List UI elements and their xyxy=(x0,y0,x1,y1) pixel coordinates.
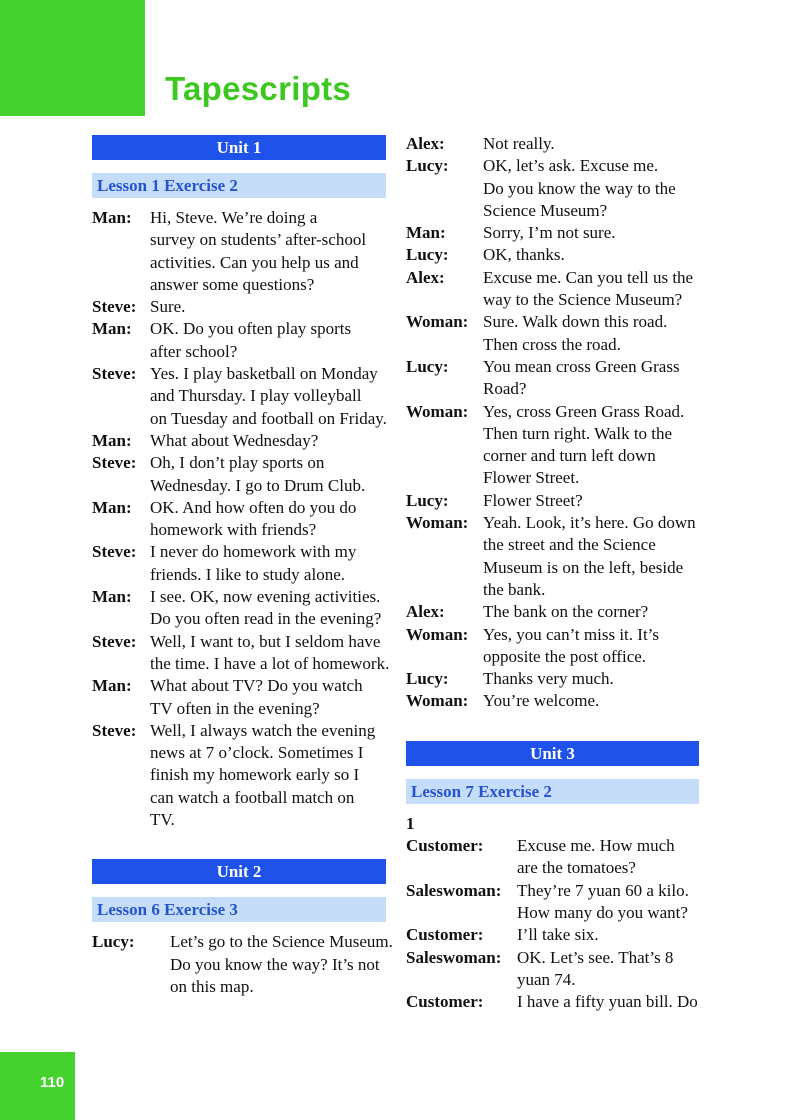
dialogue-line xyxy=(406,646,706,668)
dialogue-line xyxy=(92,720,386,742)
dialogue-text: I see. OK, now evening activities. xyxy=(150,587,381,607)
lesson-7-heading: Lesson 7 Exercise 2 xyxy=(406,779,699,804)
dialogue-text: the time. I have a lot of homework. xyxy=(150,653,390,673)
dialogue-line xyxy=(406,902,706,924)
dialogue-text: I never do homework with my xyxy=(150,542,357,562)
dialogue-text: on this map. xyxy=(170,976,254,996)
dialogue-line xyxy=(406,334,706,356)
dialogue-line xyxy=(92,229,386,251)
dialogue-text: Yes, cross Green Grass Road. xyxy=(483,401,685,421)
speaker-label: Steve: xyxy=(92,631,137,651)
dialogue-line xyxy=(92,385,386,407)
speaker-label: Man: xyxy=(92,587,132,607)
dialogue-text: OK. Let’s see. That’s 8 xyxy=(517,947,674,967)
speaker-label: Customer: xyxy=(406,925,484,945)
speaker-label: Man: xyxy=(406,223,446,243)
speaker-label xyxy=(92,408,150,430)
dialogue-text: OK, let’s ask. Excuse me. xyxy=(483,156,659,176)
speaker-label: Man: xyxy=(92,208,132,227)
dialogue-line xyxy=(406,880,706,902)
dialogue-line xyxy=(92,564,386,586)
dialogue-text: What about TV? Do you watch xyxy=(150,676,363,696)
dialogue-text: Not really. xyxy=(483,134,555,153)
dialogue-text: Do you know the way to the xyxy=(483,178,676,198)
lesson-6-heading: Lesson 6 Exercise 3 xyxy=(92,897,386,922)
dialogue-text: Flower Street. xyxy=(483,468,580,488)
dialogue-line xyxy=(406,200,706,222)
dialogue-text: Hi, Steve. We’re doing a xyxy=(150,208,318,227)
dialogue-line xyxy=(406,579,706,601)
speaker-label xyxy=(92,274,150,296)
speaker-label xyxy=(92,229,150,251)
page-number: 110 xyxy=(40,1074,65,1091)
dialogue-text: the street and the Science xyxy=(483,535,656,555)
dialogue-line xyxy=(406,969,706,991)
dialogue-text: OK, thanks. xyxy=(483,245,565,265)
dialogue-text: way to the Science Museum? xyxy=(483,290,683,310)
speaker-label xyxy=(92,976,170,998)
dialogue-line xyxy=(406,378,706,400)
dialogue-line xyxy=(406,835,706,857)
dialogue-text: homework with friends? xyxy=(150,520,317,540)
dialogue-line xyxy=(92,318,386,340)
dialogue-line xyxy=(406,133,706,155)
unit-2-dialogue-continued xyxy=(406,133,706,713)
speaker-label xyxy=(406,467,483,489)
speaker-label: Saleswoman: xyxy=(406,880,502,900)
dialogue-line xyxy=(406,289,706,311)
dialogue-line xyxy=(406,924,706,946)
dialogue-line xyxy=(92,252,386,274)
dialogue-text: You’re welcome. xyxy=(483,691,600,711)
dialogue-line xyxy=(92,675,386,697)
dialogue-text: The bank on the corner? xyxy=(483,602,649,622)
speaker-label xyxy=(92,787,150,809)
speaker-label xyxy=(406,579,483,601)
speaker-label: Woman: xyxy=(406,513,469,533)
dialogue-line xyxy=(406,467,706,489)
dialogue-text: Oh, I don’t play sports on xyxy=(150,453,325,473)
dialogue-text: They’re 7 yuan 60 a kilo. xyxy=(517,880,689,900)
dialogue-line xyxy=(406,222,706,244)
dialogue-text: Do you know the way? It’s not xyxy=(170,954,380,974)
speaker-label: Lucy: xyxy=(92,932,135,952)
dialogue-line xyxy=(92,764,386,786)
speaker-label: Lucy: xyxy=(406,669,449,689)
speaker-label xyxy=(92,764,150,786)
unit-1-dialogue xyxy=(92,207,390,831)
dialogue-text: finish my homework early so I xyxy=(150,765,360,785)
speaker-label xyxy=(92,742,150,764)
dialogue-line xyxy=(406,155,706,177)
dialogue-text: Well, I want to, but I seldom have xyxy=(150,631,381,651)
speaker-label xyxy=(406,534,483,556)
speaker-label xyxy=(92,519,150,541)
dialogue-text: I’ll take six. xyxy=(517,925,599,945)
dialogue-text: can watch a football match on xyxy=(150,787,355,807)
dialogue-text: Excuse me. How much xyxy=(517,836,675,856)
speaker-label xyxy=(92,809,150,831)
dialogue-text: friends. I like to study alone. xyxy=(150,564,345,584)
unit-3-heading: Unit 3 xyxy=(406,741,699,766)
speaker-label xyxy=(406,178,483,200)
dialogue-line xyxy=(406,311,706,333)
dialogue-line xyxy=(92,452,386,474)
dialogue-text: Sure. xyxy=(150,297,186,317)
speaker-label xyxy=(92,252,150,274)
dialogue-line xyxy=(406,423,706,445)
dialogue-line xyxy=(92,430,386,452)
dialogue-line xyxy=(406,601,706,623)
header-green-block xyxy=(0,0,145,116)
dialogue-line xyxy=(406,668,706,690)
speaker-label xyxy=(92,698,150,720)
dialogue-line xyxy=(92,809,386,831)
speaker-label xyxy=(406,557,483,579)
dialogue-line xyxy=(406,857,706,879)
dialogue-text: news at 7 o’clock. Sometimes I xyxy=(150,743,364,763)
dialogue-text: on Tuesday and football on Friday. xyxy=(150,408,387,428)
speaker-label xyxy=(92,341,150,363)
speaker-label xyxy=(406,423,483,445)
dialogue-line xyxy=(406,624,706,646)
dialogue-text: Wednesday. I go to Drum Club. xyxy=(150,475,366,495)
dialogue-line xyxy=(92,408,386,430)
dialogue-text: Sorry, I’m not sure. xyxy=(483,223,616,243)
unit-1-heading: Unit 1 xyxy=(92,135,386,160)
speaker-label: Steve: xyxy=(92,364,137,384)
dialogue-line xyxy=(406,401,706,423)
right-column xyxy=(406,133,706,1013)
speaker-label: Customer: xyxy=(406,836,484,856)
dialogue-line xyxy=(92,631,386,653)
speaker-label xyxy=(406,378,483,400)
dialogue-text: Then cross the road. xyxy=(483,334,621,354)
dialogue-line xyxy=(406,490,706,512)
left-column xyxy=(92,135,393,998)
speaker-label xyxy=(406,289,483,311)
dialogue-line xyxy=(406,991,706,1013)
dialogue-text: Yes, you can’t miss it. It’s xyxy=(483,624,660,644)
dialogue-text: Let’s go to the Science Museum. xyxy=(170,932,393,952)
dialogue-line xyxy=(92,787,386,809)
speaker-label xyxy=(92,954,170,976)
dialogue-line xyxy=(406,267,706,289)
dialogue-line xyxy=(92,586,386,608)
speaker-label: Man: xyxy=(92,676,132,696)
dialogue-text: opposite the post office. xyxy=(483,646,647,666)
dialogue-text: How many do you want? xyxy=(517,902,688,922)
speaker-label: Alex: xyxy=(406,267,445,287)
dialogue-text: Road? xyxy=(483,379,527,399)
dialogue-line xyxy=(406,557,706,579)
dialogue-text: OK. Do you often play sports xyxy=(150,319,352,339)
dialogue-text: corner and turn left down xyxy=(483,446,656,466)
dialogue-text: after school? xyxy=(150,341,238,361)
dialogue-line xyxy=(92,541,386,563)
dialogue-line xyxy=(92,341,386,363)
speaker-label: Customer: xyxy=(406,992,484,1012)
dialogue-text: are the tomatoes? xyxy=(517,858,636,878)
speaker-label xyxy=(92,653,150,675)
speaker-label xyxy=(92,385,150,407)
dialogue-line xyxy=(406,534,706,556)
speaker-label: Steve: xyxy=(92,453,137,473)
dialogue-text: You mean cross Green Grass xyxy=(483,356,680,376)
speaker-label: Alex: xyxy=(406,134,445,153)
dialogue-line xyxy=(92,954,386,976)
dialogue-text: Flower Street? xyxy=(483,490,583,510)
speaker-label: Woman: xyxy=(406,691,469,711)
dialogue-line xyxy=(406,947,706,969)
dialogue-line xyxy=(92,274,386,296)
dialogue-line xyxy=(92,475,386,497)
dialogue-text: activities. Can you help us and xyxy=(150,252,359,272)
dialogue-number: 1 xyxy=(406,813,415,833)
speaker-label xyxy=(406,902,517,924)
speaker-label: Man: xyxy=(92,497,132,517)
dialogue-line xyxy=(92,363,386,385)
speaker-label: Steve: xyxy=(92,720,137,740)
speaker-label xyxy=(406,200,483,222)
dialogue-line xyxy=(406,244,706,266)
dialogue-text: I have a fifty yuan bill. Do xyxy=(517,992,698,1012)
page-title: Tapescripts xyxy=(165,70,352,107)
speaker-label xyxy=(92,475,150,497)
dialogue-text: Thanks very much. xyxy=(483,669,614,689)
dialogue-text: yuan 74. xyxy=(517,969,576,989)
dialogue-text: answer some questions? xyxy=(150,274,315,294)
dialogue-text: What about Wednesday? xyxy=(150,430,319,450)
unit-3-dialogue xyxy=(406,835,706,1013)
dialogue-text: Then turn right. Walk to the xyxy=(483,423,673,443)
dialogue-line xyxy=(406,178,706,200)
dialogue-text: Do you often read in the evening? xyxy=(150,609,382,629)
dialogue-text: Museum is on the left, beside xyxy=(483,557,684,577)
dialogue-line xyxy=(92,742,386,764)
dialogue-text: OK. And how often do you do xyxy=(150,497,357,517)
dialogue-line xyxy=(406,356,706,378)
dialogue-text: Yes. I play basketball on Monday xyxy=(150,364,378,384)
dialogue-line xyxy=(406,512,706,534)
dialogue-line xyxy=(92,519,386,541)
dialogue-text: Yeah. Look, it’s here. Go down xyxy=(483,513,696,533)
dialogue-text: and Thursday. I play volleyball xyxy=(150,386,362,406)
speaker-label: Man: xyxy=(92,430,132,450)
speaker-label xyxy=(92,564,150,586)
speaker-label: Alex: xyxy=(406,602,445,622)
dialogue-text: Sure. Walk down this road. xyxy=(483,312,668,332)
speaker-label: Saleswoman: xyxy=(406,947,502,967)
dialogue-text: TV. xyxy=(150,810,175,830)
speaker-label xyxy=(406,857,517,879)
speaker-label xyxy=(406,646,483,668)
speaker-label: Steve: xyxy=(92,297,137,317)
dialogue-line xyxy=(406,690,706,712)
speaker-label: Lucy: xyxy=(406,245,449,265)
dialogue-line xyxy=(92,931,393,953)
dialogue-text: the bank. xyxy=(483,579,546,599)
unit-2-heading: Unit 2 xyxy=(92,859,386,884)
speaker-label: Woman: xyxy=(406,624,469,644)
dialogue-text: Science Museum? xyxy=(483,200,608,220)
dialogue-line xyxy=(92,698,386,720)
speaker-label xyxy=(406,445,483,467)
dialogue-text: survey on students’ after-school xyxy=(150,230,367,250)
dialogue-line xyxy=(92,497,386,519)
speaker-label: Woman: xyxy=(406,401,469,421)
speaker-label xyxy=(406,334,483,356)
speaker-label xyxy=(406,969,517,991)
unit-2-dialogue xyxy=(92,931,393,998)
dialogue-text: Excuse me. Can you tell us the xyxy=(483,267,694,287)
speaker-label: Woman: xyxy=(406,312,469,332)
speaker-label: Lucy: xyxy=(406,156,449,176)
dialogue-text: Well, I always watch the evening xyxy=(150,720,376,740)
dialogue-line xyxy=(406,445,706,467)
speaker-label xyxy=(92,608,150,630)
dialogue-line xyxy=(92,296,386,318)
dialogue-text: TV often in the evening? xyxy=(150,698,320,718)
dialogue-line xyxy=(92,653,390,675)
speaker-label: Lucy: xyxy=(406,356,449,376)
speaker-label: Lucy: xyxy=(406,490,449,510)
speaker-label: Man: xyxy=(92,319,132,339)
lesson-1-heading: Lesson 1 Exercise 2 xyxy=(92,173,386,198)
dialogue-line xyxy=(92,608,386,630)
speaker-label: Steve: xyxy=(92,542,137,562)
dialogue-line xyxy=(92,207,386,229)
dialogue-line xyxy=(92,976,386,998)
